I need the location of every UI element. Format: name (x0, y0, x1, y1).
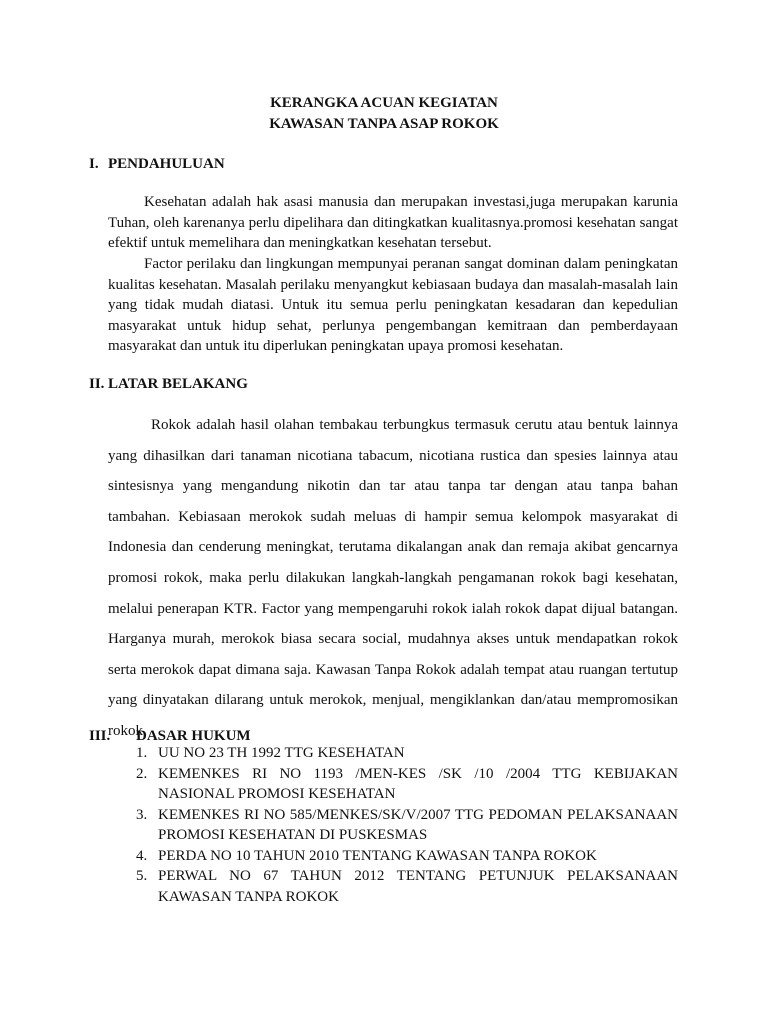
list-item: 1. UU NO 23 TH 1992 TTG KESEHATAN (136, 745, 405, 761)
list-item: 2. KEMENKES RI NO 1193 /MEN-KES /SK /10 /2004 TTG KEBIJAKAN NASIONAL PROMOSI KESEHATAN (136, 765, 678, 802)
document-title-line-1: KERANGKA ACUAN KEGIATAN (270, 95, 498, 111)
section-title: LATAR BELAKANG (108, 376, 248, 392)
section-title: PENDAHULUAN (108, 156, 225, 172)
section-title: DASAR HUKUM (136, 728, 251, 744)
section-number: II. (89, 376, 105, 392)
section-heading-pendahuluan (89, 154, 225, 174)
document-title-line-2: KAWASAN TANPA ASAP ROKOK (269, 116, 499, 132)
paragraph: Rokok adalah hasil olahan tembakau terbungkus termasuk cerutu atau bentuk lainnya yang dihasilkan dari tanaman nicotiana tabacum, nicotiana rustica dan spesies lainnya atau sintesisnya yang mengandung nikotin dan tar atau tanpa tar dengan atau tanpa bahan tambahan. Kebiasaan merokok sudah meluas di hampir semua kelompok masyarakat di Indonesia dan cenderung meningkat, terutama dikalangan anak dan remaja akibat gencarnya promosi rokok, maka perlu dilakukan langkah-langkah pengamanan rokok bagi kesehatan, melalui penerapan KTR. Factor yang mempengaruhi rokok ialah rokok dapat dijual batangan. Harganya murah, merokok biasa secara social, mudahnya akses untuk mendapatkan rokok serta merokok dapat dimana saja. Kawasan Tanpa Rokok adalah tempat atau ruangan tertutup yang dinyatakan dilarang untuk merokok, menjual, mengiklankan dan/atau mempromosikan rokok. (108, 417, 678, 739)
paragraph: Kesehatan adalah hak asasi manusia dan merupakan investasi,juga merupakan karunia Tuhan, oleh karenanya perlu dipelihara dan ditingkatkan kualitasnya.promosi kesehatan sangat efektif untuk memelihara dan meningkatkan kesehatan tersebut. (108, 194, 678, 252)
paragraph: Factor perilaku dan lingkungan mempunyai peranan sangat dominan dalam peningkatan kualitas kesehatan. Masalah perilaku menyangkut kebiasaan budaya dan masalah-masalah lain yang tidak mudah diatasi. Untuk itu semua perlu peningkatan kesadaran dan kepedulian masyarakat untuk hidup sehat, perlunya pengembangan kemitraan dan pemberdayaan masyarakat dan untuk itu diperlukan peningkatan upaya promosi kesehatan. (108, 256, 678, 355)
section-number: III. (89, 728, 111, 744)
section-heading-latar-belakang (89, 374, 248, 394)
list-item: 3. KEMENKES RI NO 585/MENKES/SK/V/2007 TTG PEDOMAN PELAKSANAAN PROMOSI KESEHATAN DI PUSKESMAS (136, 806, 678, 843)
list-item: 4. PERDA NO 10 TAHUN 2010 TENTANG KAWASAN TANPA ROKOK (136, 847, 597, 864)
section-number: I. (89, 156, 99, 172)
list-item: 5. PERWAL NO 67 TAHUN 2012 TENTANG PETUNJUK PELAKSANAAN KAWASAN TANPA ROKOK (136, 868, 678, 905)
legal-basis-list (136, 743, 678, 907)
